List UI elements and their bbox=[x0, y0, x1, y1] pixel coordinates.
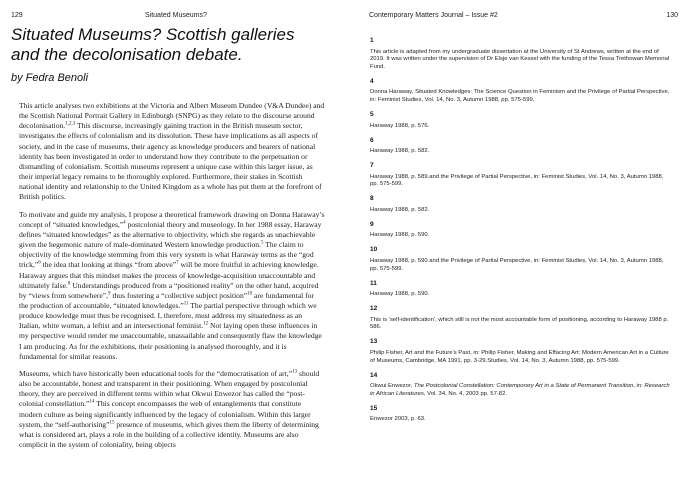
text-run: Okwui Enwezor, bbox=[370, 383, 414, 390]
text-run: Museums, which have historically been educational tools for the “democratisation of art,” bbox=[19, 368, 293, 378]
article-body bbox=[19, 101, 325, 457]
footnote-text bbox=[370, 174, 670, 189]
footnote-ref: 5 bbox=[260, 240, 264, 246]
footnote-text bbox=[370, 317, 670, 332]
body-paragraph bbox=[19, 369, 325, 450]
footnote-ref: 15 bbox=[109, 420, 115, 426]
footnote bbox=[370, 305, 670, 332]
footnote bbox=[370, 280, 670, 299]
text-run: the idea that looking at things “from above” bbox=[40, 260, 177, 270]
footnote-ref: 9 bbox=[108, 291, 111, 297]
footnote bbox=[370, 338, 670, 365]
text-run: , Vol. 34, No. 4, 2003 pp. 57-82. bbox=[423, 390, 507, 397]
text-run: will be more fruitful in achieving knowledge. Haraway argues that this mindset makes the process of knowledge-acquisition unaccountable and ultimately false. bbox=[19, 260, 319, 290]
text-run: The partial perspective through which we produce knowledge must thus be recognised. I, therefore, must address my situatedness as an Italian, white woman, a leftist and an intersectional feminist. bbox=[19, 300, 317, 331]
byline: by Fedra Benoli bbox=[11, 72, 89, 84]
footnote bbox=[370, 37, 670, 71]
footnote bbox=[370, 221, 670, 240]
text-run: , in: bbox=[633, 383, 645, 390]
text-run: Philip Fisher, Art and the Future’s Past, in: Philip Fisher, Making and Effacing Art: Modern American Art in a Culture of Museums, Cambridge, MA 1991, pp. 3-29.Studies, Vol. 14, No. 3, Autumn 1988, pp. 575-599. bbox=[370, 349, 669, 364]
text-run: Haraway 1988, p. 582. bbox=[370, 206, 430, 213]
body-paragraph bbox=[19, 210, 325, 362]
footnote bbox=[370, 405, 670, 424]
text-run: To motivate and guide my analysis, I propose a theoretical framework drawing on Donna Haraway’s concept of “situated knowledges,” bbox=[19, 209, 325, 229]
footnote bbox=[370, 246, 670, 273]
text-run: presence of museums, which gives them the liberty of determining what is considered art, plays a role in the building of a collective identity. Museums are also complicit in the system of coloniality, being objects bbox=[19, 419, 319, 449]
text-run: thus fostering a “collective subject position” bbox=[110, 290, 248, 300]
footnote-number: 5 bbox=[370, 110, 374, 118]
footnote-ref: 12 bbox=[203, 321, 209, 327]
right-page bbox=[345, 0, 689, 489]
footnote-text bbox=[370, 148, 670, 156]
text-run: Understandings produced from a “positioned reality” on the other hand, acquired by “views from somewhere”, bbox=[19, 280, 319, 300]
text-run: This concept encompasses the web of entanglements that constitute modern culture as being significantly influenced by the legacy of colonialism. Within this larger system, the “self-authorising” bbox=[19, 399, 311, 429]
footnote bbox=[370, 78, 670, 105]
footnote-ref: 11 bbox=[183, 301, 189, 307]
text-run: Not laying open these influences in my perspective would render me unaccountable, unassailable and consequently flaw the knowledge I am producing. As for the exhibitions, their positioning is analysed thoroughly, and it is fundamental for similar reasons. bbox=[19, 321, 322, 361]
footnote-ref: 8 bbox=[67, 281, 71, 287]
footnote-number: 12 bbox=[370, 305, 378, 313]
footnote-ref: 7 bbox=[176, 260, 179, 266]
left-page bbox=[0, 0, 340, 489]
text-run: This is ‘self-identification’, which still is not the most accountable form of positioning, according to Haraway 1988 p. 586. bbox=[370, 316, 669, 331]
right-running-title: Contemporary Matters Journal – Issue #2 bbox=[369, 12, 498, 19]
footnote-text bbox=[370, 207, 670, 215]
footnote-list bbox=[370, 37, 670, 430]
footnote-text bbox=[370, 350, 670, 365]
text-run: Haraway 1988, p. 576. bbox=[370, 122, 430, 129]
left-page-number: 129 bbox=[11, 12, 23, 19]
footnote-ref: 4 bbox=[123, 220, 126, 226]
footnote-text bbox=[370, 232, 670, 240]
footnote-text bbox=[370, 89, 670, 104]
text-run: should also be accountable, honest and transparent in their positioning. When engaged by postcolonial theory, they are perceived in different terms within what Okwui Enwezor has called the “post-colonial constellation.” bbox=[19, 368, 320, 409]
text-run: Haraway 1988, p. 589.and the Privilege of Partial Perspective, in: Feminist Studies, Vol. 14, No. 3, Autumn 1988, pp. 575-599. bbox=[370, 173, 664, 188]
left-running-title: Situated Museums? bbox=[145, 12, 207, 19]
footnote-ref: 14 bbox=[89, 399, 95, 405]
footnote bbox=[370, 372, 670, 399]
footnote-text bbox=[370, 49, 670, 72]
footnote-number: 15 bbox=[370, 404, 378, 412]
footnote-number: 10 bbox=[370, 246, 378, 254]
text-run: Haraway 1988, p. 590. bbox=[370, 232, 430, 239]
footnote-ref: 1,2,3 bbox=[65, 121, 76, 127]
text-run: postcolonial theory and museology. In her 1988 essay, Haraway defines “situated knowledges” as the alternative to objectivity, which she regards as unachievable given the hegemonic nature of male-dominated Western knowledge production. bbox=[19, 219, 322, 250]
footnote-number: 13 bbox=[370, 338, 378, 346]
footnote-number: 11 bbox=[370, 279, 377, 287]
text-run: Haraway 1988, p. 590.and the Privilege of Partial Perspective, in: Feminist Studies, Vol. 14, No. 3, Autumn 1988, pp. 575-599. bbox=[370, 258, 664, 272]
footnote-text bbox=[370, 291, 670, 299]
text-run: The claim to objectivity of the knowledge stemming from this very system is what Haraway terms as the “god trick,” bbox=[19, 240, 314, 270]
footnote-number: 7 bbox=[370, 162, 374, 170]
footnote-number: 6 bbox=[370, 136, 374, 144]
right-page-number: 130 bbox=[666, 12, 678, 19]
text-run: Haraway 1988, p. 590. bbox=[370, 291, 430, 298]
footnote-ref: 6 bbox=[38, 260, 41, 266]
italic-text: The Postcolonial Constellation: Contemporary Art in a State of Permanent Transition bbox=[413, 383, 634, 390]
footnote-text bbox=[370, 258, 670, 273]
footnote-text bbox=[370, 383, 670, 398]
footnote bbox=[370, 111, 670, 130]
title-line-1: Situated Museums? Scottish galleries bbox=[11, 25, 295, 44]
footnote bbox=[370, 195, 670, 214]
text-run: This discourse, increasingly gaining traction in the British museum sector, investigates the effects of colonialism and its dissolution. These have implications as all aspects of society, and in the case of museums, their agency as knowledge producers and bearers of national identity has been investigated in order to understand how they contribute to the perpetuation or dismantling of colonialism. Scottish museums represent a unique case within this larger issue, as their imperial legacy remains to be thoroughly explored. Furthermore, their stakes in Scottish national identity and relationship to the United Kingdom as a whole has put them at the forefront of British politics. bbox=[19, 121, 322, 202]
footnote-number: 9 bbox=[370, 220, 374, 228]
footnote-ref: 13 bbox=[292, 369, 298, 375]
article-title bbox=[11, 25, 336, 65]
footnote-number: 1 bbox=[370, 37, 374, 44]
footnote bbox=[370, 137, 670, 156]
text-run: This article is adapted from my undergraduate dissertation at the University of St Andrews, written at the end of 2019. It was written under the supervision of Dr Elsje van Kessel with the funding of the Tessa Trethowan Memorial Fund. bbox=[370, 48, 670, 70]
text-run: This article analyses two exhibitions at the Victoria and Albert Museum Dundee (V&A Dundee) and the Scottish National Portrait Gallery in Edinburgh (SNPG) as they relate to the discourse around decolonisation. bbox=[19, 101, 325, 131]
footnote-text bbox=[370, 416, 670, 424]
footnote-number: 4 bbox=[370, 77, 374, 85]
text-run: Donna Haraway, Situated Knowledges: The Science Question in Feminism and the Privilege of Partial Perspective, in: Feminist Studies, Vol. 14, No. 3, Autumn 1988, pp. 575-599. bbox=[370, 89, 670, 103]
footnote-text bbox=[370, 123, 670, 131]
footnote-number: 8 bbox=[370, 195, 374, 203]
footnote bbox=[370, 162, 670, 189]
footnote-number: 14 bbox=[370, 371, 378, 379]
body-paragraph bbox=[19, 101, 325, 203]
title-line-2: and the decolonisation debate. bbox=[11, 45, 243, 64]
text-run: are fundamental for the production of accountable, “situated knowledges.” bbox=[19, 290, 314, 310]
footnote-ref: 10 bbox=[247, 291, 253, 297]
text-run: Enwezor 2003, p. 63. bbox=[370, 416, 426, 423]
text-run: Haraway 1988, p. 582. bbox=[370, 148, 430, 155]
italic-text: Research in African Literatures bbox=[370, 383, 670, 397]
